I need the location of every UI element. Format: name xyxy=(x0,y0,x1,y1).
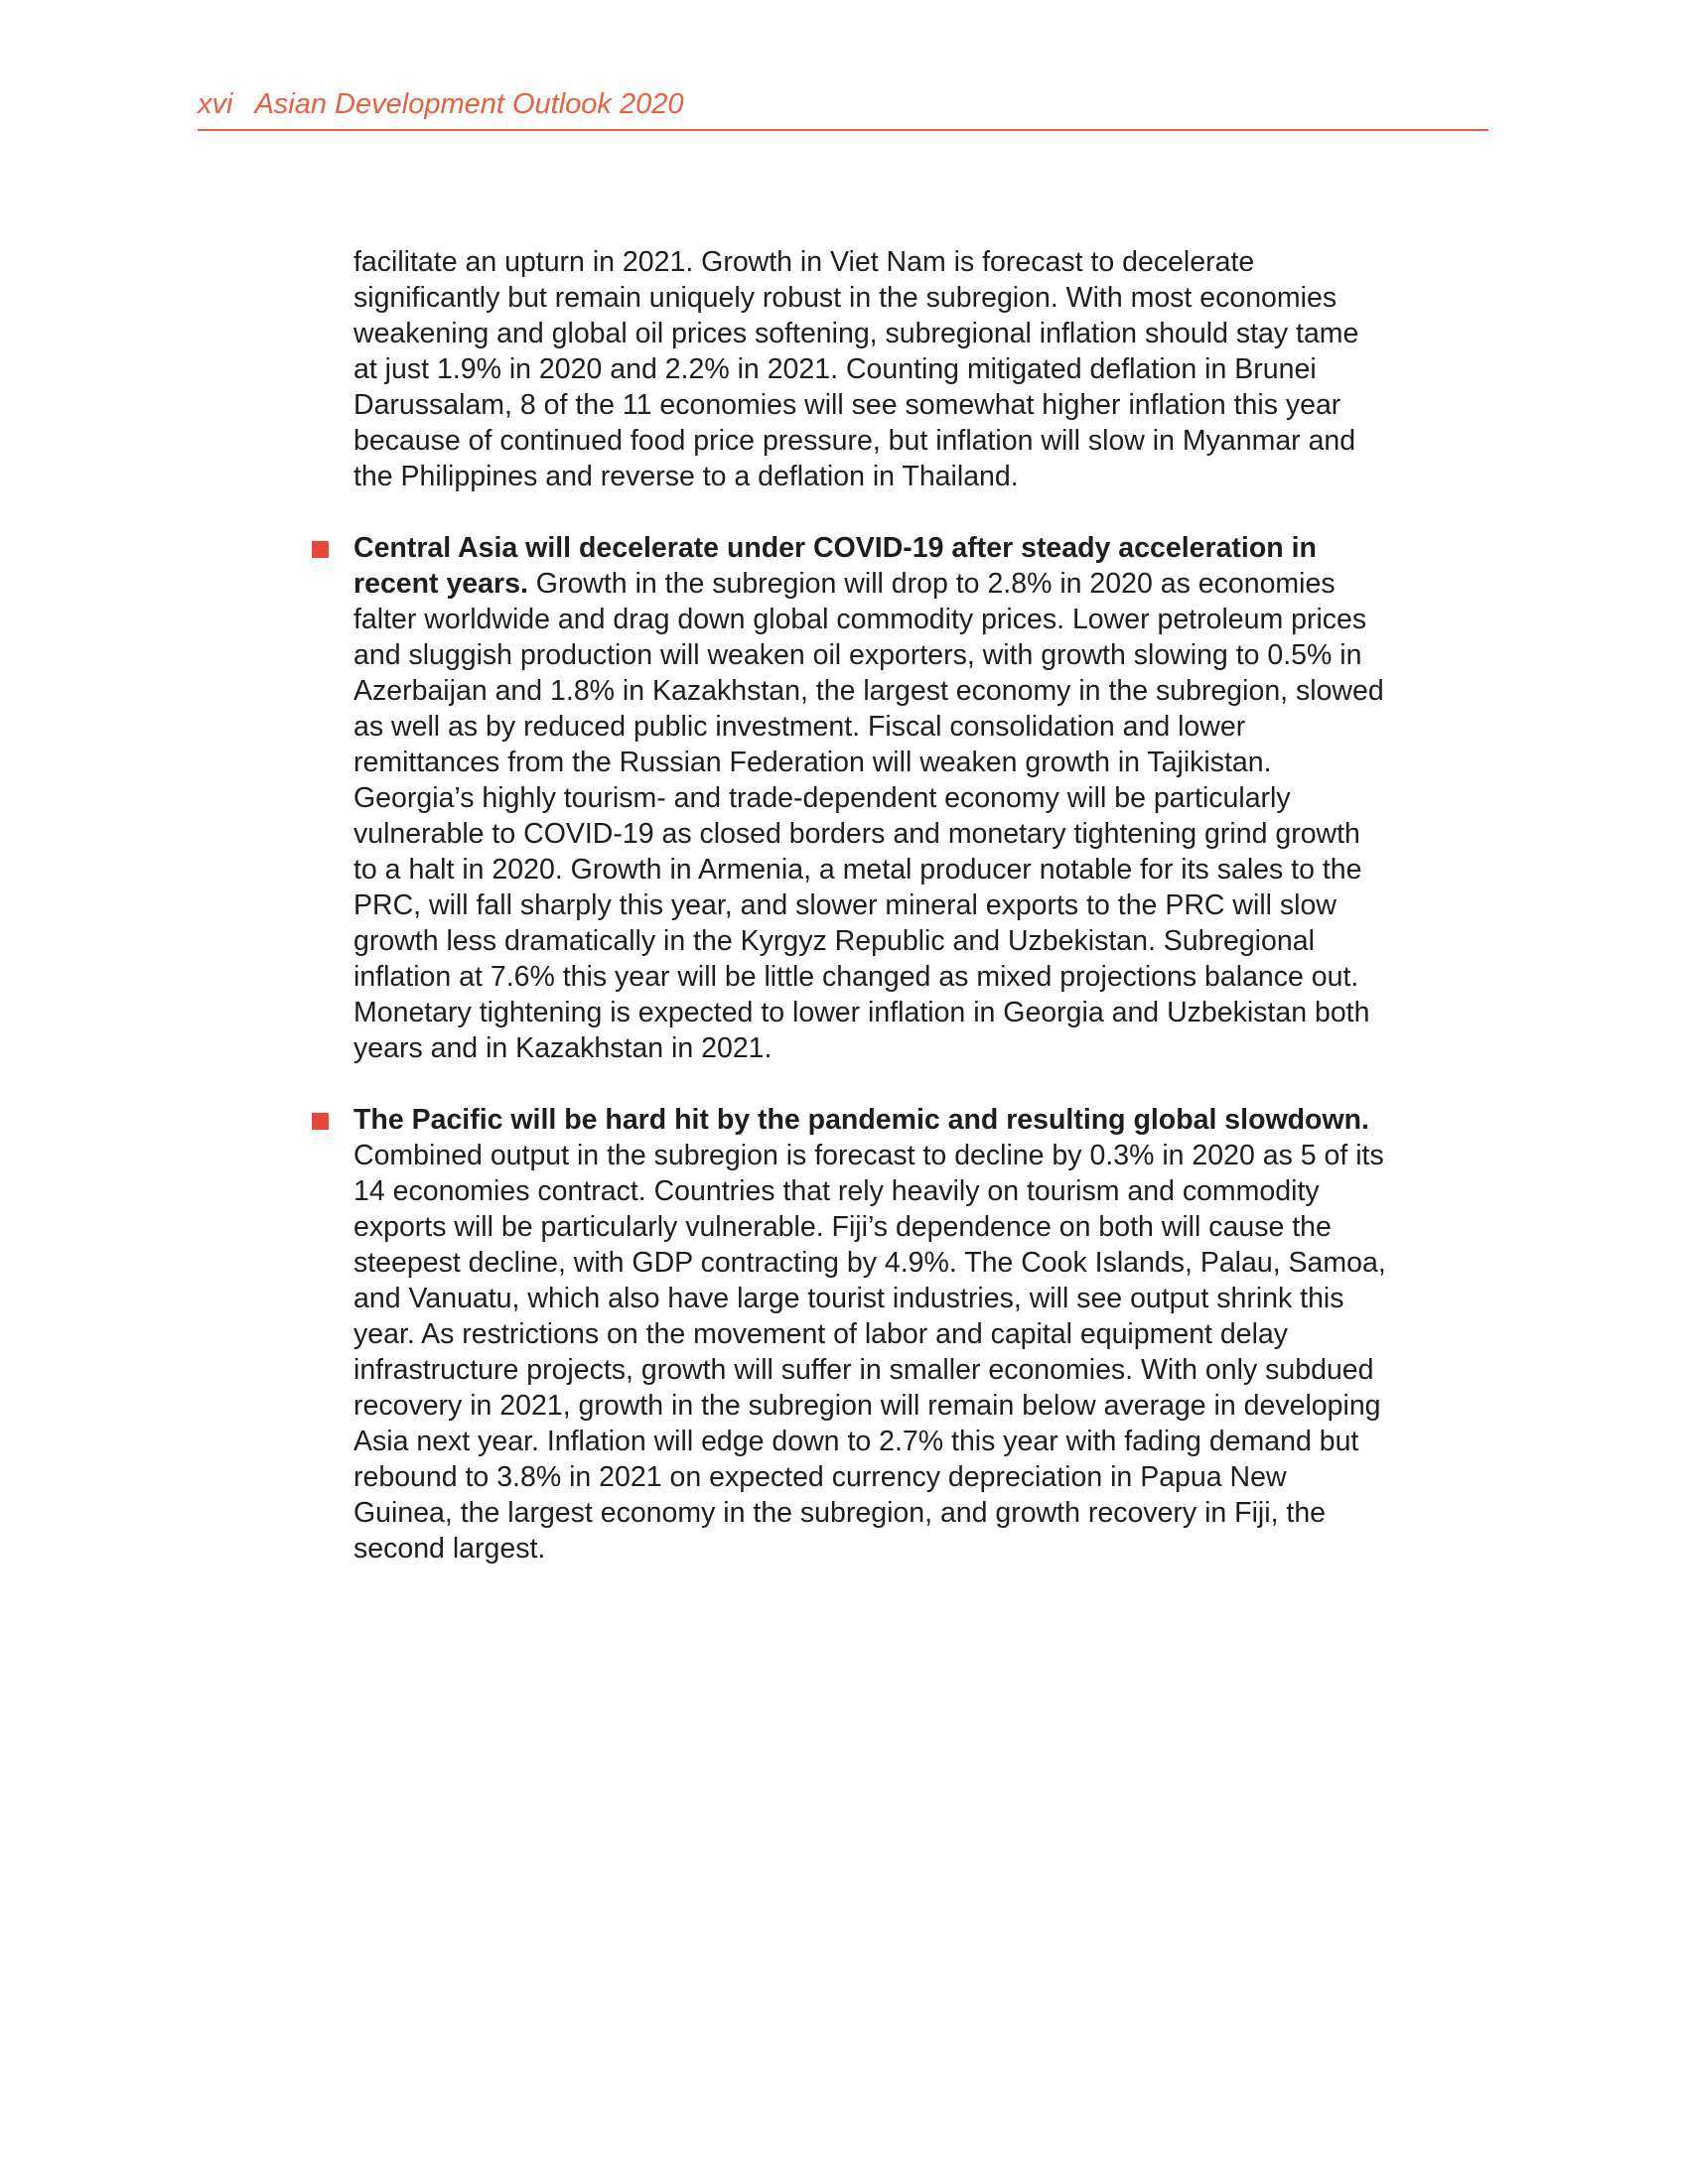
bullet-text: Combined output in the subregion is forecast to decline by 0.3% in 2020 as 5 of its 14 economies contract. Countries that rely heavily on tourism and commodity exports will be particularly vulnerable. Fiji’s dependence on both will cause the steepest decline, with GDP contracting by 4.9%. The Cook Islands, Palau, Samoa, and Vanuatu, which also have large tourist industries, will see output shrink this year. As restrictions on the movement of labor and capital equipment delay infrastructure projects, growth will suffer in smaller economies. With only subdued recovery in 2021, growth in the subregion will remain below average in developing Asia next year. Inflation will edge down to 2.7% this year with fading demand but rebound to 3.8% in 2021 on expected currency depreciation in Papua New Guinea, the largest economy in the subregion, and growth recovery in Fiji, the second largest. xyxy=(353,1140,1386,1565)
bullet-item-central-asia xyxy=(353,530,1386,1066)
intro-paragraph: facilitate an upturn in 2021. Growth in Viet Nam is forecast to decelerate significantly but remain uniquely robust in the subregion. With most economies weakening and global oil prices softening, subregional inflation should stay tame at just 1.9% in 2020 and 2.2% in 2021. Counting mitigated deflation in Brunei Darussalam, 8 of the 11 economies will see somewhat higher inflation this year because of continued food price pressure, but inflation will slow in Myanmar and the Philippines and reverse to a deflation in Thailand. xyxy=(353,246,1359,492)
publication-title: Asian Development Outlook 2020 xyxy=(254,88,684,120)
page-number: xvi xyxy=(198,88,233,120)
square-bullet-icon xyxy=(312,1113,329,1130)
bullet-paragraph xyxy=(353,1102,1386,1567)
main-content xyxy=(353,244,1386,1602)
running-header xyxy=(198,85,1488,131)
bullet-text: Growth in the subregion will drop to 2.8% in 2020 as economies falter worldwide and drag down global commodity prices. Lower petroleum prices and sluggish production will weaken oil exporters, with growth slowing to 0.5% in Azerbaijan and 1.8% in Kazakhstan, the largest economy in the subregion, slowed as well as by reduced public investment. Fiscal consolidation and lower remittances from the Russian Federation will weaken growth in Tajikistan. Georgia’s highly tourism- and trade-dependent economy will be particularly vulnerable to COVID-19 as closed borders and monetary tightening grind growth to a halt in 2020. Growth in Armenia, a metal producer notable for its sales to the PRC, will fall sharply this year, and slower mineral exports to the PRC will slow growth less dramatically in the Kyrgyz Republic and Uzbekistan. Subregional inflation at 7.6% this year will be little changed as mixed projections balance out. Monetary tightening is expected to lower inflation in Georgia and Uzbekistan both years and in Kazakhstan in 2021. xyxy=(353,568,1384,1064)
bullet-lead: Central Asia will decelerate under COVID-19 after steady acceleration in recent years. xyxy=(353,532,1317,600)
bullet-lead: The Pacific will be hard hit by the pandemic and resulting global slowdown. xyxy=(353,1104,1369,1136)
bullet-item-pacific xyxy=(353,1102,1386,1567)
square-bullet-icon xyxy=(312,541,329,558)
bullet-paragraph xyxy=(353,530,1386,1066)
